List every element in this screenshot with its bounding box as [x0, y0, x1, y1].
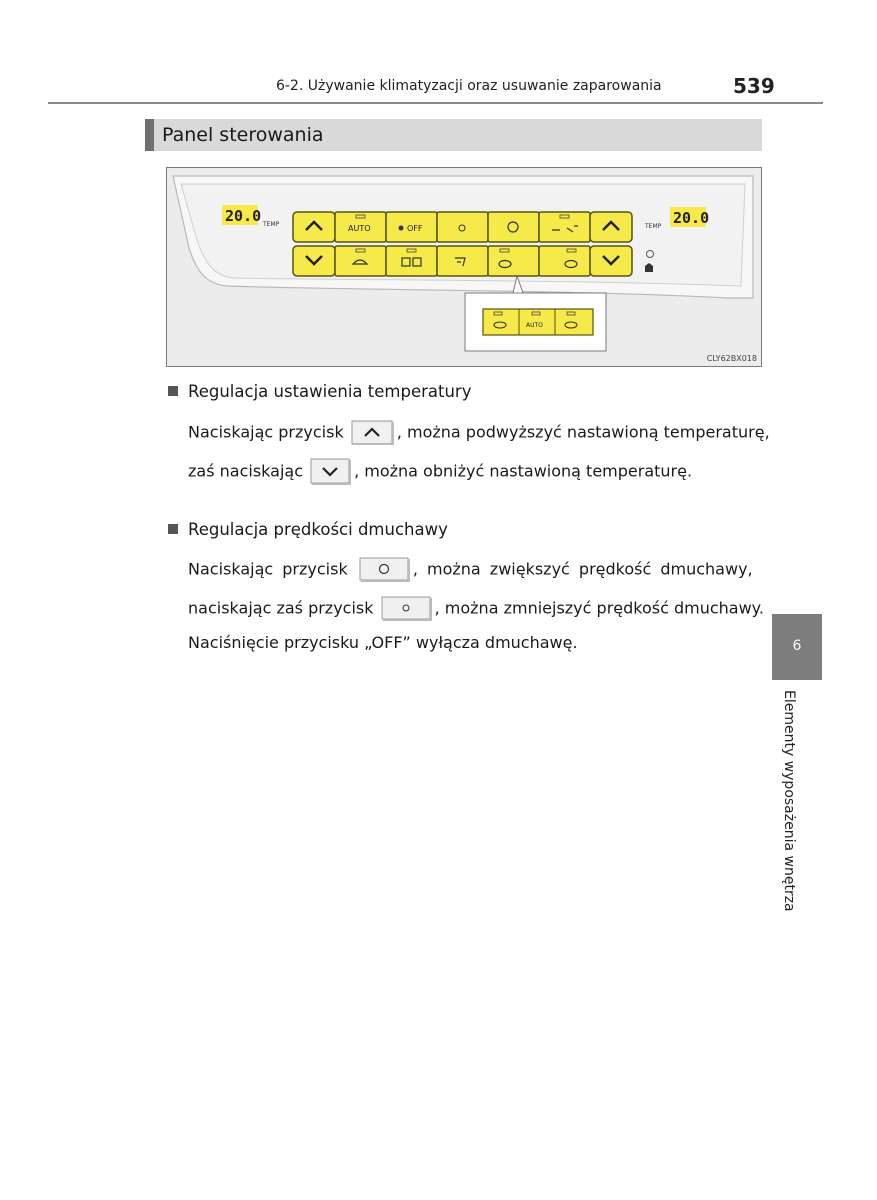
temperature-line-1: Naciskając przycisk , można podwyższyć nastawioną temperaturę,: [188, 420, 770, 446]
recirculation-button: [539, 246, 590, 276]
section-title-bar: [145, 119, 762, 151]
temperature-heading: Regulacja ustawienia temperatury: [168, 382, 471, 401]
auto-label: AUTO: [348, 224, 371, 233]
fan-line-3: Naciśnięcie przycisku „OFF” wyłącza dmuchawę.: [188, 633, 578, 652]
inset-auto-label: AUTO: [526, 322, 543, 329]
header-divider: [48, 102, 823, 104]
front-defog-button: [335, 246, 386, 276]
fresh-air-button: [488, 246, 539, 276]
temp-down-button-icon: [310, 458, 352, 486]
temp-up-left-button: [293, 212, 335, 242]
section-accent: [145, 119, 154, 151]
temperature-line-2: zaś naciskając , można obniżyć nastawioną temperaturę.: [188, 458, 692, 486]
fan-up-button-icon: [359, 557, 411, 583]
temp-down-right-button: [590, 246, 632, 276]
temp-up-button-icon: [351, 420, 395, 446]
fan-down-button: [437, 212, 488, 242]
control-panel-illustration: [167, 168, 761, 366]
figure-code: CLY62BX018: [706, 354, 757, 363]
airflow-mode-button: [539, 212, 590, 242]
section-title: Panel sterowania: [162, 124, 324, 146]
chapter-tab: [772, 614, 822, 680]
fan-line-1: Naciskając przycisk , można zwiększyć prędkość dmuchawy,: [188, 557, 753, 583]
fan-line-2: naciskając zaś przycisk , można zmniejszyć prędkość dmuchawy.: [188, 596, 764, 622]
chapter-number: 6: [792, 638, 802, 654]
button-row-top: [293, 212, 632, 242]
right-temp-label: TEMP: [645, 223, 662, 230]
bullet-square: [168, 386, 178, 396]
control-panel-figure: [166, 167, 762, 367]
temp-up-right-button: [590, 212, 632, 242]
fan-heading: Regulacja prędkości dmuchawy: [168, 520, 448, 539]
chapter-side-label: Elementy wyposażenia wnętrza: [781, 690, 797, 912]
temp-down-left-button: [293, 246, 335, 276]
off-label: OFF: [407, 224, 423, 233]
left-temp-value: 20.0: [225, 207, 262, 225]
fan-down-button-icon: [381, 596, 433, 622]
page-number: 539: [733, 74, 775, 98]
fan-up-button: [488, 212, 539, 242]
air-outlet-button: [437, 246, 488, 276]
bullet-square: [168, 524, 178, 534]
chapter-header: 6-2. Używanie klimatyzacji oraz usuwanie zaparowania: [276, 78, 662, 94]
left-temp-label: TEMP: [263, 221, 280, 228]
rear-defog-button: [386, 246, 437, 276]
right-temp-value: 20.0: [673, 209, 710, 227]
button-row-bottom: [293, 246, 654, 276]
